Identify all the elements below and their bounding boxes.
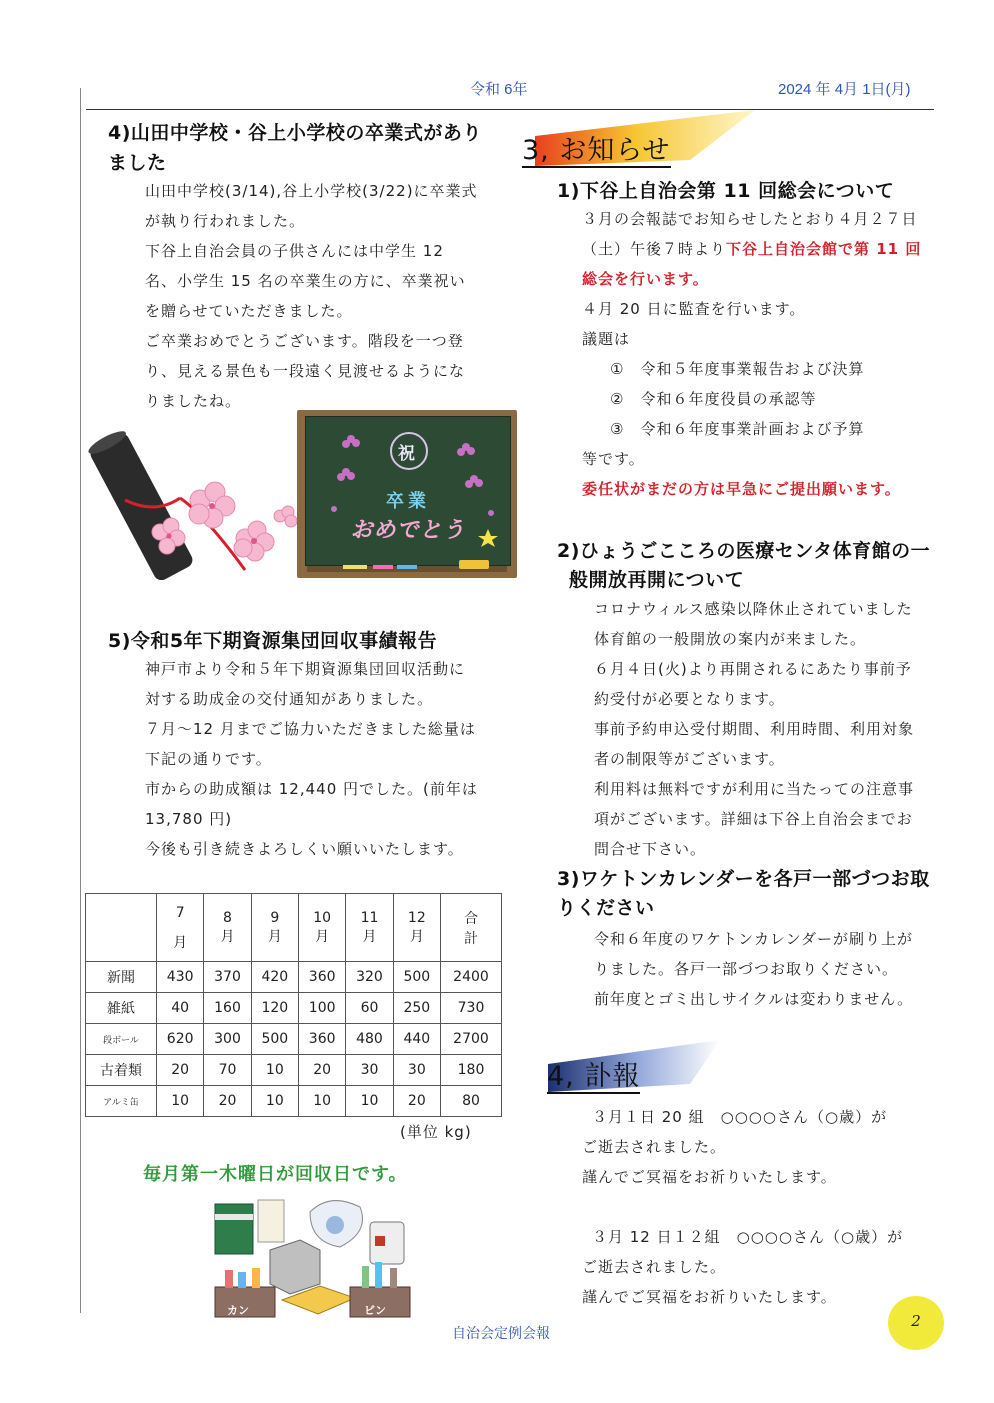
chalkboard-frame: [297, 410, 517, 578]
obituary-entry: [582, 1222, 942, 1312]
board-celebrate-kanji: 祝: [398, 444, 415, 464]
graduation-line: 山田中学校(3/14),谷上小学校(3/22)に卒業式: [145, 182, 478, 200]
table-cell: 320: [346, 962, 393, 993]
table-cell: 180: [441, 1055, 502, 1086]
graduation-heading: 4)山田中学校・谷上小学校の卒業式がありました: [108, 122, 482, 174]
meeting-line: （土）午後７時より下谷上自治会館で第 11 回: [582, 240, 922, 258]
obituary-entry: [582, 1102, 942, 1192]
left-margin-rule: [80, 88, 81, 1313]
gym-line: コロナウィルス感染以降休止されていました: [594, 600, 913, 618]
table-cell: 370: [204, 962, 251, 993]
table-cell: 10: [251, 1086, 298, 1117]
recycling-heading: 5)令和5年下期資源集団回収事績報告: [108, 630, 438, 652]
table-cell: 20: [298, 1055, 345, 1086]
calendar-body: [594, 924, 944, 1014]
agenda-item: ② 令和６年度役員の承認等: [610, 390, 817, 408]
gym-line: 約受付が必要となります。: [594, 690, 785, 708]
table-row: [86, 1024, 502, 1055]
table-header-cell: 8 月: [204, 894, 251, 962]
table-header-cell: 11 月: [346, 894, 393, 962]
table-cell: 10: [346, 1086, 393, 1117]
board-line1: 卒業: [386, 491, 430, 512]
meeting-line: ３月の会報誌でお知らせしたとおり４月２７日: [582, 210, 918, 228]
table-unit: (単位 kg): [400, 1123, 472, 1141]
board-line2: おめでとう: [350, 518, 466, 543]
meeting-line: ４月 20 日に監査を行います。: [582, 300, 806, 318]
footer-title: 自治会定例会報: [452, 1326, 550, 1342]
table-header-cell: 7 月: [157, 894, 204, 962]
gym-line: ６月４日(火)より再開されるにあたり事前予: [594, 660, 912, 678]
header-era: 令和 6年: [470, 81, 528, 98]
collection-day-notice: 毎月第一木曜日が回収日です。: [143, 1164, 408, 1185]
table-row: [86, 1055, 502, 1086]
obituaries: [582, 1102, 942, 1312]
gym-line: 利用料は無料ですが利用に当たっての注意事: [594, 780, 915, 798]
section-3-title: 3, お知らせ: [522, 135, 671, 166]
gym-line: 事前予約申込受付期間、利用時間、利用対象: [594, 720, 915, 738]
graduation-line: ご卒業おめでとうございます。階段を一つ登: [145, 332, 464, 350]
row-label: 古着類: [86, 1055, 157, 1086]
graduation-line: り、見える景色も一段遠く見渡せるようにな: [145, 362, 466, 380]
table-header-cell: 9 月: [251, 894, 298, 962]
diploma-blossom-illustration: [85, 420, 300, 580]
table-cell: 440: [393, 1024, 440, 1055]
header-rule: [86, 109, 934, 110]
calendar-heading-line1: 3)ワケトンカレンダーを各戸一部づつお取: [557, 868, 930, 890]
obituary-line: 謹んでご冥福をお祈りいたします。: [582, 1168, 837, 1186]
table-header-cell: 合 計: [441, 894, 502, 962]
table-cell: 2700: [441, 1024, 502, 1055]
obituary-line: 謹んでご冥福をお祈りいたします。: [582, 1288, 837, 1306]
bottle-box-label: ビン: [364, 1304, 386, 1317]
recycling-line: 対する助成金の交付通知がありました。: [145, 690, 434, 708]
obituary-line: ３月 12 日１２組 ○○○○さん（○歳）が: [592, 1228, 904, 1246]
table-corner-cell: [86, 894, 157, 962]
graduation-line: を贈らせていただきました。: [145, 302, 353, 320]
obituary-line: ご逝去されました。: [582, 1138, 727, 1156]
table-cell: 30: [393, 1055, 440, 1086]
chalk: [397, 565, 417, 569]
gym-line: 項がございます。詳細は下谷上自治会までお: [594, 810, 913, 828]
row-label: 段ボール: [86, 1024, 157, 1055]
section-4-title: 4, 訃報: [547, 1061, 641, 1092]
obituary-line: ３月１日 20 組 ○○○○さん（○歳）が: [592, 1108, 888, 1126]
table-cell: 500: [393, 962, 440, 993]
graduation-line: が執り行われました。: [145, 212, 306, 230]
gym-heading-line2: 般開放再開について: [569, 569, 745, 591]
can-box-label: カン: [227, 1304, 249, 1317]
table-row: [86, 962, 502, 993]
chalk: [373, 565, 393, 569]
recycling-line: 13,780 円): [145, 810, 233, 828]
calendar-heading-line2: りください: [557, 897, 655, 919]
table-cell: 480: [346, 1024, 393, 1055]
calendar-line: 前年度とゴミ出しサイクルは変わりません。: [594, 990, 914, 1008]
table-cell: 360: [298, 962, 345, 993]
table-cell: 80: [441, 1086, 502, 1117]
chalk: [343, 565, 367, 569]
table-cell: 40: [157, 993, 204, 1024]
table-cell: 620: [157, 1024, 204, 1055]
table-cell: 10: [157, 1086, 204, 1117]
graduation-line: りましたね。: [145, 392, 242, 410]
table-header-cell: 12 月: [393, 894, 440, 962]
chalkboard: [305, 416, 511, 566]
recycling-line: 神戸市より令和５年下期資源集団回収活動に: [145, 660, 466, 678]
table-cell: 100: [298, 993, 345, 1024]
graduation-body: [145, 176, 495, 416]
proxy-request: 委任状がまだの方は早急にご提出願います。: [582, 480, 901, 498]
table-cell: 10: [251, 1055, 298, 1086]
table-cell: 20: [157, 1055, 204, 1086]
table-header-row: [86, 894, 502, 962]
table-cell: 160: [204, 993, 251, 1024]
calendar-line: りました。各戸一部づつお取りください。: [594, 960, 899, 978]
table-cell: 250: [393, 993, 440, 1024]
table-cell: 500: [251, 1024, 298, 1055]
table-row: [86, 1086, 502, 1117]
gym-line: 体育館の一般開放の案内が来ました。: [594, 630, 867, 648]
recycling-line: 今後も引き続きよろしくい願いいたします。: [145, 840, 464, 858]
eraser: [459, 560, 489, 569]
recycling-line: 市からの助成額は 12,440 円でした。(前年は: [145, 780, 478, 798]
table-cell: 300: [204, 1024, 251, 1055]
table-cell: 30: [346, 1055, 393, 1086]
recycling-line: 下記の通りです。: [145, 750, 272, 768]
table-cell: 10: [298, 1086, 345, 1117]
general-meeting-heading: 1)下谷上自治会第 11 回総会について: [557, 180, 895, 202]
graduation-line: 下谷上自治会員の子供さんには中学生 12: [145, 242, 444, 260]
table-cell: 430: [157, 962, 204, 993]
graduation-line: 名、小学生 15 名の卒業生の方に、卒業祝い: [145, 272, 466, 290]
recycling-body: [145, 654, 495, 864]
table-cell: 20: [393, 1086, 440, 1117]
meeting-line: 等です。: [582, 450, 645, 468]
table-cell: 70: [204, 1055, 251, 1086]
gym-body: [594, 594, 944, 864]
page-number-badge: [888, 1296, 944, 1350]
gym-line: 問合せ下さい。: [594, 840, 707, 858]
table-header-cell: 10 月: [298, 894, 345, 962]
gym-heading-line1: 2)ひょうごこころの医療センタ体育館の一: [557, 540, 931, 562]
row-label: アルミ缶: [86, 1086, 157, 1117]
meeting-line-highlight: 総会を行います。: [582, 270, 709, 288]
table-cell: 60: [346, 993, 393, 1024]
agenda-item: ③ 令和６年度事業計画および予算: [610, 420, 865, 438]
header-date: 2024 年 4月 1日(月): [778, 81, 911, 98]
table-cell: 120: [251, 993, 298, 1024]
table-row: [86, 993, 502, 1024]
page-number: 2: [911, 1312, 921, 1330]
recycling-line: ７月～12 月までご協力いただきました総量は: [145, 720, 476, 738]
meeting-line: 議題は: [582, 330, 631, 348]
table-cell: 20: [204, 1086, 251, 1117]
gym-line: 者の制限等がございます。: [594, 750, 785, 768]
agenda-item: ① 令和５年度事業報告および決算: [610, 360, 865, 378]
table-cell: 360: [298, 1024, 345, 1055]
row-label: 雑紙: [86, 993, 157, 1024]
row-label: 新聞: [86, 962, 157, 993]
table-cell: 420: [251, 962, 298, 993]
table-cell: 730: [441, 993, 502, 1024]
recycling-table: [85, 893, 502, 1117]
obituary-line: ご逝去されました。: [582, 1258, 727, 1276]
calendar-line: 令和６年度のワケトンカレンダーが刷り上が: [594, 930, 914, 948]
table-cell: 2400: [441, 962, 502, 993]
general-meeting-body: [582, 204, 942, 504]
